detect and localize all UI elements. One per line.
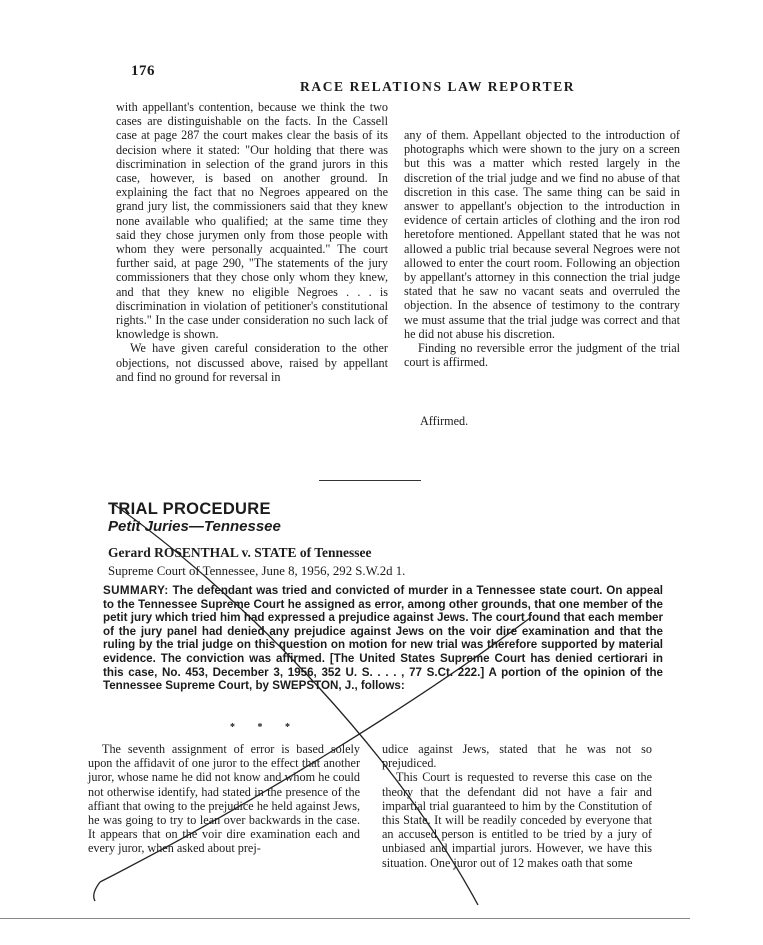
section-subtitle: Petit Juries—Tennessee — [108, 518, 281, 535]
summary-text: The defendant was tried and convicted of murder in a Tennessee state court. On appeal to the Tennessee Supreme Court he assigned as error, among other grounds, that one member of the petit jury which tried him had expressed a prejudice against Jews. The court found that each member of the jury panel had denied any prejudice against Jews on the voir dire examination and that the ruling by the trial judge on this question on motion for new trial was therefore supported by material evidence. The conviction was affirmed. [The United States Supreme Court has denied certiorari in this case, No. 453, December 3, 1956, 352 U. S. . . . , 77 S.Ct. 222.] A portion of the opinion of the Tennessee Supreme Court, by SWEPSTON, J., follows: — [103, 584, 663, 693]
ornament-dots: * * * — [230, 722, 300, 733]
running-title: RACE RELATIONS LAW REPORTER — [300, 79, 576, 94]
section-divider — [319, 480, 421, 481]
section-title: TRIAL PROCEDURE — [108, 500, 271, 518]
page-number: 176 — [131, 63, 155, 79]
top-right-column — [404, 128, 680, 369]
top-left-column — [116, 100, 388, 384]
summary-label: SUMMARY: — [103, 584, 169, 597]
paragraph: This Court is requested to reverse this case on the theory that the defendant did not have a fair and impartial trial guaranteed to him by the Constitution of this State. It will be readily conceded by everyone that an accused person is entitled to be tried by a jury of unbiased and impartial jurors. However, we have this situation. One juror out of 12 makes oath that some — [382, 770, 652, 870]
paragraph: The seventh assignment of error is based solely upon the affidavit of one juror to the effect that another juror, whose name he did not know and whom he could not otherwise identify, had stated in the presence of the affiant that owing to the prejudice he held against Jews, he was going to try to lean over backwards in the case. It appears that on the voir dire examination each and every juror, when asked about prej- — [88, 742, 360, 856]
page-bottom-rule — [0, 918, 690, 919]
bottom-left-column — [88, 742, 360, 856]
case-summary — [103, 584, 663, 693]
strike-hook — [94, 882, 100, 901]
paragraph: We have given careful consideration to the other objections, not discussed above, raised by appellant and find no ground for reversal in — [116, 341, 388, 384]
paragraph: with appellant's contention, because we think the two cases are distinguishable on the facts. In the Cassell case at page 287 the court makes clear the basis of its decision where it stated: "Our holding that there was discrimination in selection of the grand jurors in this case, however, is based on another ground. In explaining the fact that no Negroes appeared on the grand jury list, the commissioners said that they knew none available who qualified; at the same time they said they chose jurymen only from those people with whom they were personally acquainted." The court further said, at page 290, "The statements of the jury commissioners that they chose only whom they knew, and that they knew no eligible Negroes . . . is discrimination in violation of petitioner's constitutional rights." In the case under consideration no such lack of knowledge is shown. — [116, 100, 388, 342]
paragraph: any of them. Appellant objected to the introduction of photographs which were shown to the jury on a screen but this was a matter which rested largely in the discretion of the trial judge and we find no abuse of that discretion in this case. The same thing can be said in answer to appellant's objection to the introduction in evidence of certain articles of clothing and the iron rod heretofore mentioned. Appellant stated that he was not allowed a public trial because several Negroes were not allowed to enter the court room. Following an objection by appellant's attorney in this connection the trial judge stated that he saw no vacant seats and overruled the objection. In the absence of testimony to the contrary we must assume that the trial judge was correct and that he did not abuse his discretion. — [404, 128, 680, 341]
paragraph: udice against Jews, stated that he was not so prejudiced. — [382, 742, 652, 771]
case-title: Gerard ROSENTHAL v. STATE of Tennessee — [108, 545, 372, 560]
affirmed-line: Affirmed. — [420, 414, 469, 428]
bottom-right-column — [382, 742, 652, 870]
case-court-line: Supreme Court of Tennessee, June 8, 1956, 292 S.W.2d 1. — [108, 564, 406, 578]
paragraph: Finding no reversible error the judgment of the trial court is affirmed. — [404, 341, 680, 370]
